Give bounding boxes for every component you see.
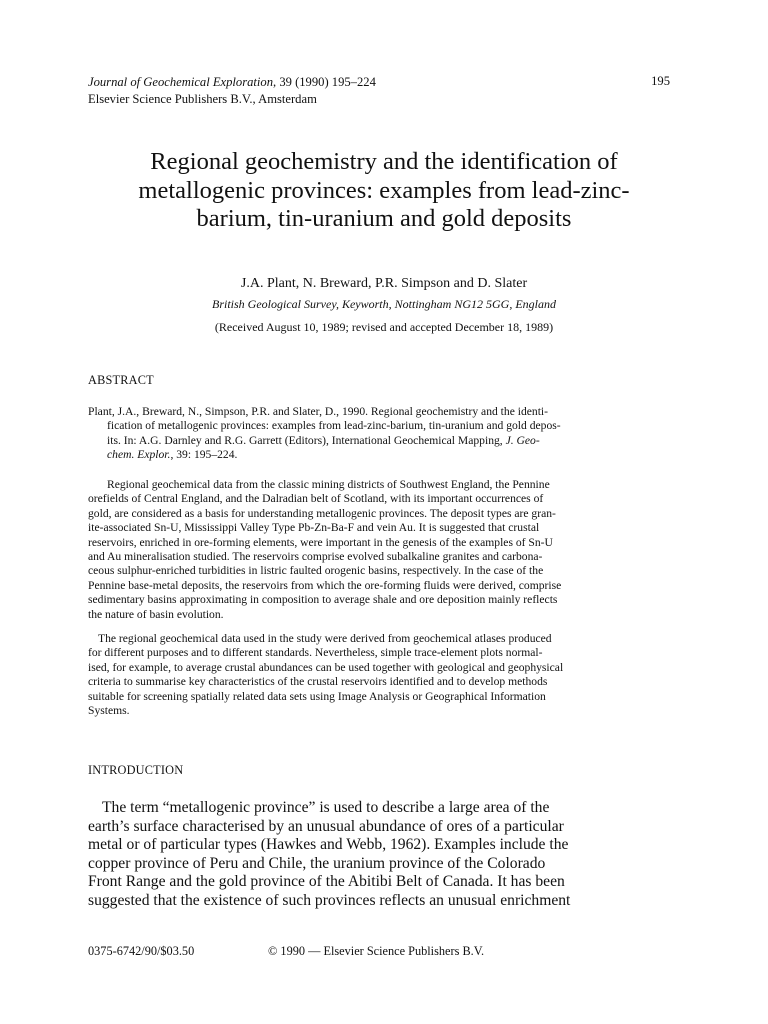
title-line: metallogenic provinces: examples from lead-zinc- — [138, 176, 630, 204]
citation-line: Plant, J.A., Breward, N., Simpson, P.R. and Slater, D., 1990. Regional geochemistry and the identi- — [88, 405, 549, 418]
abstract-line: ite-associated Sn-U, Mississippi Valley Type Pb-Zn-Ba-F and vein Au. It is suggested that crustal — [88, 521, 540, 535]
citation-journal: J. Geo- — [502, 433, 540, 447]
citation-journal: chem. Explor. — [107, 448, 171, 462]
abstract-line: gold, are considered as a basis for understanding metallogenic provinces. The deposit types are gran- — [88, 506, 556, 520]
citation-line: fication of metallogenic provinces: examples from lead-zinc-barium, tin-uranium and gold depos- — [107, 419, 561, 433]
abstract-line: Pennine base-metal deposits, the reservoirs from which the ore-forming fluids were derived, comprise — [88, 578, 562, 592]
citation-line — [88, 448, 675, 462]
abstract-line: the nature of basin evolution. — [88, 607, 224, 621]
citation-volume: , 39: 195–224. — [170, 448, 238, 462]
title-line: Regional geochemistry and the identification of — [150, 148, 618, 175]
publisher-line: Elsevier Science Publishers B.V., Amsterdam — [88, 92, 317, 106]
intro-line: metal or of particular types (Hawkes and Webb, 1962). Examples include the — [88, 836, 569, 854]
abstract-line: and Au mineralisation studied. The reservoirs comprise evolved subalkaline granites and carbona- — [88, 550, 543, 564]
journal-citation-line — [88, 74, 376, 91]
abstract-line: criteria to summarise key characteristics of the crustal reservoirs identified and to develop methods — [88, 675, 548, 689]
author-list: J.A. Plant, N. Breward, P.R. Simpson and D. Slater — [240, 276, 528, 291]
abstract-heading: ABSTRACT — [88, 373, 154, 387]
abstract-line: ised, for example, to average crustal abundances can be used together with geological and geophysical — [88, 660, 564, 674]
abstract-line: reservoirs, enriched in ore-forming elements, were important in the genesis of the examples of Sn-U — [88, 535, 553, 549]
paper-title — [60, 148, 708, 234]
received-dates: (Received August 10, 1989; revised and accepted December 18, 1989) — [214, 320, 554, 334]
abstract-line: The regional geochemical data used in the study were derived from geochemical atlases produced — [98, 632, 552, 645]
abstract-line: suitable for screening spatially related data sets using Image Analysis or Geographical Information — [88, 689, 546, 703]
intro-line: suggested that the existence of such provinces reflects an unusual enrichment — [88, 891, 571, 909]
intro-line: Front Range and the gold province of the Abitibi Belt of Canada. It has been — [88, 873, 565, 891]
page-number: 195 — [651, 74, 670, 88]
journal-details: , 39 (1990) 195–224 — [273, 75, 376, 89]
journal-name: Journal of Geochemical Exploration — [88, 75, 274, 89]
abstract-paragraph-1 — [88, 478, 675, 622]
affiliation: British Geological Survey, Keyworth, Nottingham NG12 5GG, England — [212, 297, 556, 311]
intro-line: The term “metallogenic province” is used to describe a large area of the — [102, 799, 550, 816]
citation-line-text: its. In: A.G. Darnley and R.G. Garrett (Editors), International Geochemical Mapping, — [107, 433, 503, 447]
introduction-heading: INTRODUCTION — [88, 763, 184, 777]
abstract-line: Systems. — [88, 704, 130, 718]
abstract-line: orefields of Central England, and the Dalradian belt of Scotland, with its important occurrences of — [88, 492, 544, 506]
abstract-line: ceous sulphur-enriched turbidities in listric faulted orogenic basins, respectively. In the case of the — [88, 564, 544, 578]
citation-line — [88, 434, 675, 448]
abstract-paragraph-2 — [88, 632, 675, 718]
title-line: barium, tin-uranium and gold deposits — [196, 205, 572, 232]
abstract-citation — [88, 405, 675, 463]
abstract-line: sedimentary basins approximating in composition to average shale and ore deposition mainly reflects — [88, 593, 558, 607]
copyright-notice: © 1990 — Elsevier Science Publishers B.V. — [268, 944, 485, 958]
abstract-line: for different purposes and to different standards. Nevertheless, simple trace-element plots normal- — [88, 646, 543, 660]
introduction-paragraph — [88, 799, 675, 911]
issn-price-code: 0375-6742/90/$03.50 — [88, 944, 195, 958]
intro-line: copper province of Peru and Chile, the uranium province of the Colorado — [88, 854, 546, 872]
intro-line: earth’s surface characterised by an unusual abundance of ores of a particular — [88, 817, 564, 835]
abstract-line: Regional geochemical data from the classic mining districts of Southwest England, the Pennine — [107, 478, 550, 491]
